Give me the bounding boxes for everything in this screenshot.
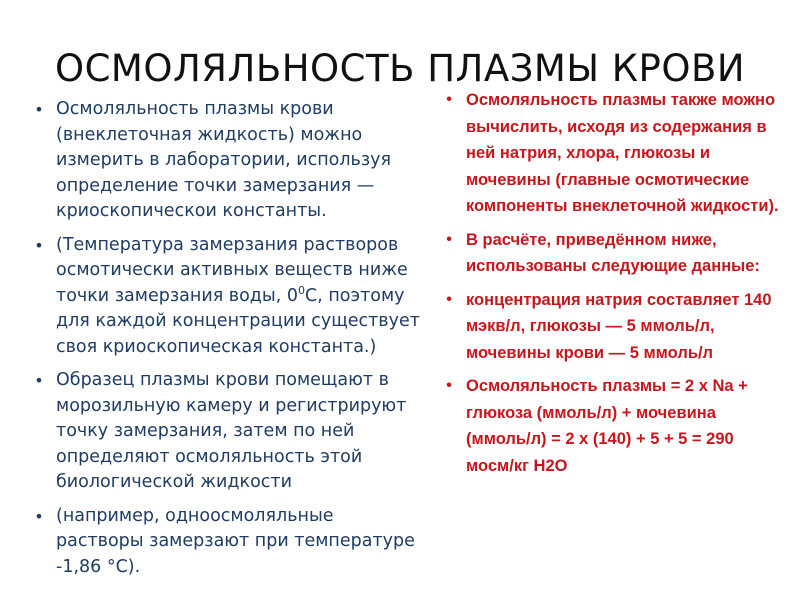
bullet-icon: •	[34, 100, 44, 119]
left-bullet-list	[30, 97, 425, 588]
list-item-text: (например, одноосмоляльные растворы замерзают при температуре -1,86 °С).	[56, 505, 415, 577]
bullet-icon: •	[446, 377, 452, 394]
bullet-icon: •	[34, 506, 44, 526]
list-item	[30, 97, 425, 225]
bullet-icon: •	[34, 371, 44, 390]
list-item	[440, 373, 785, 479]
list-item	[440, 287, 785, 367]
list-item	[440, 227, 785, 280]
list-item-text: Осмоляльность плазмы крови (внеклеточная жидкость) можно измерить в лаборатории, используя определение точки замерзания — криоскопическои константы.	[56, 99, 392, 221]
list-item	[30, 233, 425, 361]
bullet-icon: •	[446, 230, 452, 248]
list-item-text	[56, 235, 420, 357]
list-item-text: Образец плазмы крови помещают в морозильную камеру и регистрируют точку замерзания, затем по ней определяют осмоляльность этой биологической жидкости	[56, 370, 407, 492]
list-item-text: Осмоляльность плазмы также можно вычислить, исходя из содержания в ней натрия, хлора, глюкозы и мочевины (главные осмотические компоненты внеклеточной жидкости).	[466, 91, 779, 215]
text-before-superscript: (Температура замерзания растворов осмотически активных веществ ниже точки замерзания воды, 0	[56, 234, 408, 306]
right-bullet-list	[440, 87, 785, 486]
slide-title: ОСМОЛЯЛЬНОСТЬ ПЛАЗМЫ КРОВИ	[54, 46, 746, 90]
bullet-icon: •	[446, 91, 452, 108]
list-item-text: В расчёте, приведённом ниже, использованы следующие данные:	[466, 230, 760, 275]
list-item	[440, 87, 785, 220]
list-item-text: концентрация натрия составляет 140 мэкв/л, глюкозы — 5 ммоль/л, мочевины крови — 5 ммоль/л	[466, 290, 772, 362]
degree-superscript: 0	[297, 283, 305, 297]
list-item-text: Осмоляльность плазмы = 2 х Na + глюкоза (ммоль/л) + мочевина (ммоль/л) = 2 х (140) + 5 + 5 = 290 мосм/кг H2O	[466, 377, 748, 475]
text-after-superscript: С, поэтому для каждой концентрации существует своя криоскопическая константа.)	[56, 285, 420, 357]
list-item	[30, 368, 425, 496]
bullet-icon: •	[34, 235, 44, 255]
list-item	[30, 504, 425, 581]
bullet-icon: •	[446, 290, 452, 308]
